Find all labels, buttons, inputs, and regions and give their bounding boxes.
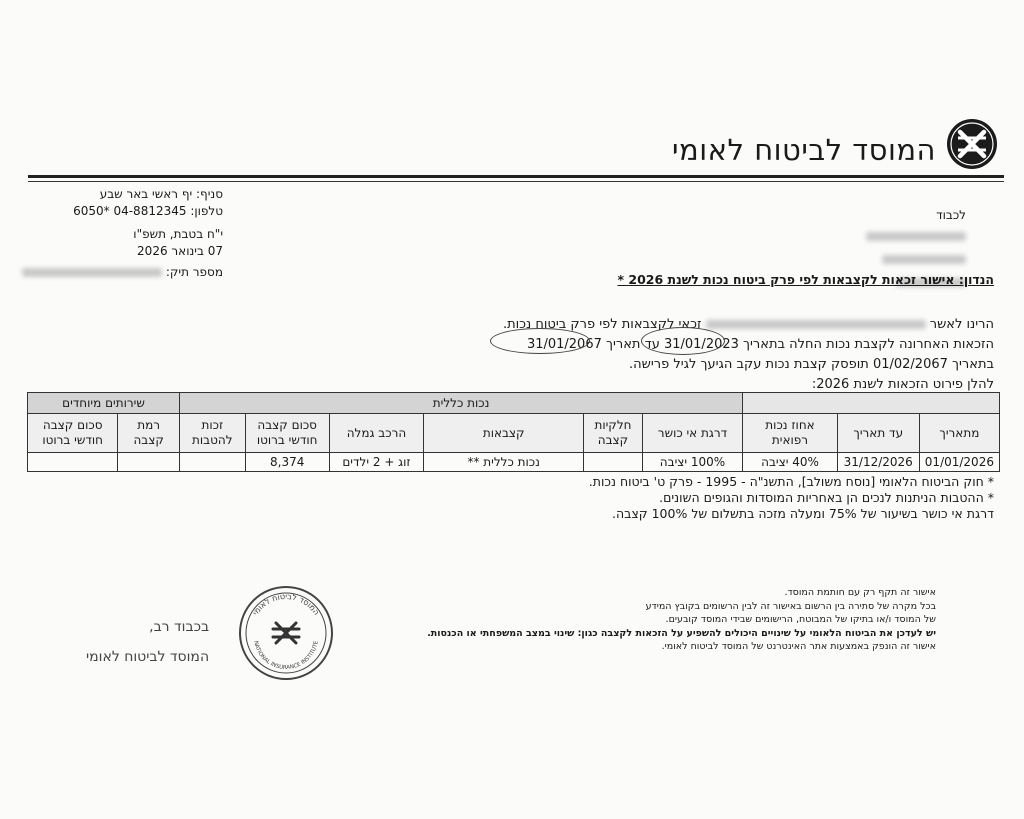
table-cell: זוג + 2 ילדים	[329, 453, 423, 472]
column-header-row	[28, 414, 1000, 453]
footnotes	[589, 474, 994, 522]
closing-line-2: המוסד לביטוח לאומי	[86, 649, 210, 665]
org-name: המוסד לביטוח לאומי	[672, 133, 936, 167]
col-header: מתאריך	[919, 414, 999, 453]
group-header-special-services: שירותים מיוחדים	[28, 393, 180, 414]
letter-body	[503, 315, 994, 395]
footnote: * חוק הביטוח הלאומי [נוסח משולב], התשנ"ה - 1995 - פרק ט' ביטוח נכות.	[588, 474, 994, 489]
file-number	[22, 264, 223, 281]
col-header: עד תאריך	[837, 414, 919, 453]
table-cell: נכות כללית **	[424, 453, 584, 472]
table-cell: 40% יציבה	[743, 453, 837, 472]
table-cell: 100% יציבה	[642, 453, 743, 472]
group-header-general-disability: נכות כללית	[179, 393, 742, 414]
nii-logo	[946, 118, 998, 170]
body-line-2: הזכאות האחרונה לקצבת נכות החלה בתאריך 31/01/2023 עד תאריך 31/01/2067	[526, 337, 994, 352]
footnote: דרגת אי כושר בשיעור של 75% ומעלה מזכה בתשלום של 100% קצבה.	[611, 506, 994, 521]
header-rule	[28, 175, 1004, 178]
subject-line: הנדון: אישור זכאות לקצבאות לפי פרק ביטוח נכות לשנת 2026 *	[617, 272, 994, 287]
col-header: אחוז נכות רפואית	[743, 414, 837, 453]
institution-stamp	[238, 585, 334, 681]
table-cell: 8,374	[245, 453, 329, 472]
closing-signature	[86, 612, 209, 672]
table-row	[28, 453, 1000, 472]
redacted-recipient-address	[882, 255, 966, 264]
footnote: * ההטבות הניתנות לנכים הן באחריות המוסדות והגופים השונים.	[659, 490, 994, 505]
table-cell: 31/12/2026	[837, 453, 919, 472]
stamp-top-text: המוסד לביטוח לאומי	[250, 591, 322, 617]
legal-line: בכל מקרה של סתירה בין הרשום באישור זה לבין הרשומים בקובץ המידע	[645, 600, 936, 612]
legal-disclaimer	[427, 586, 936, 654]
body-line-1b: זכאי לקצבאות לפי פרק ביטוח נכות.	[502, 317, 702, 332]
circled-end-date	[490, 328, 590, 354]
body-line-4: להלן פירוט הזכאות לשנת 2026:	[811, 377, 994, 392]
letter-date: 07 בינואר 2026	[137, 244, 223, 258]
col-header: דרגת אי כושר	[642, 414, 743, 453]
table-cell	[584, 453, 642, 472]
col-header: סכום קצבה חודשי ברוטו	[245, 414, 329, 453]
col-header: הרכב גמלה	[329, 414, 423, 453]
group-header-row	[28, 393, 1000, 414]
header-rule-thin	[28, 181, 1004, 182]
body-line-3: בתאריך 01/02/2067 תופסק קצבת נכות עקב הגיעך לגיל פרישה.	[629, 357, 994, 372]
branch-name: סניף: יף ראשי באר שבע	[99, 187, 223, 201]
table-cell	[28, 453, 118, 472]
table-cell	[118, 453, 180, 472]
legal-line: אישור זה הונפק באמצעות אתר האינטרנט של המוסד לביטוח לאומי.	[661, 641, 936, 652]
col-header: זכות להטבות	[179, 414, 245, 453]
table-cell	[179, 453, 245, 472]
col-header: חלקיות קצבה	[584, 414, 642, 453]
legal-line: יש לעדכן את הביטוח הלאומי על שינויים היכולים להשפיע על הזכאות לקצבה כגון: שינוי במצב המשפחתי או הכנסות.	[427, 627, 936, 639]
stamp-bottom-text: NATIONAL INSURANCE INSTITUTE	[252, 640, 320, 672]
body-line-1a: הרינו לאשר	[929, 317, 994, 332]
redacted-file-number	[22, 268, 162, 277]
col-header: סכום קצבה חודשי ברוטו	[28, 414, 118, 453]
group-header-blank	[743, 393, 1000, 414]
branch-phone: טלפון: 04-8812345 *6050	[73, 204, 223, 218]
circled-start-date	[641, 327, 725, 355]
recipient-greeting: לכבוד	[936, 208, 966, 222]
closing-line-1: בכבוד רב,	[149, 619, 210, 635]
legal-line: של המוסד ו/או בתיקו של המבוטח, הרישומים שבידי המוסד קובעים.	[665, 614, 936, 625]
file-number-label: מספר תיק:	[165, 265, 223, 279]
col-header: קצבאות	[424, 414, 584, 453]
redacted-insured-name	[706, 320, 926, 329]
branch-block	[22, 186, 223, 281]
table-cell: 01/01/2026	[919, 453, 999, 472]
col-header: רמת קצבה	[118, 414, 180, 453]
redacted-recipient-name	[866, 232, 966, 241]
legal-line: אישור זה תקף רק עם חותמת המוסד.	[784, 587, 936, 598]
eligibility-table	[27, 392, 1000, 472]
hebrew-date: י"ח בטבת, תשפ"ו	[133, 227, 223, 241]
